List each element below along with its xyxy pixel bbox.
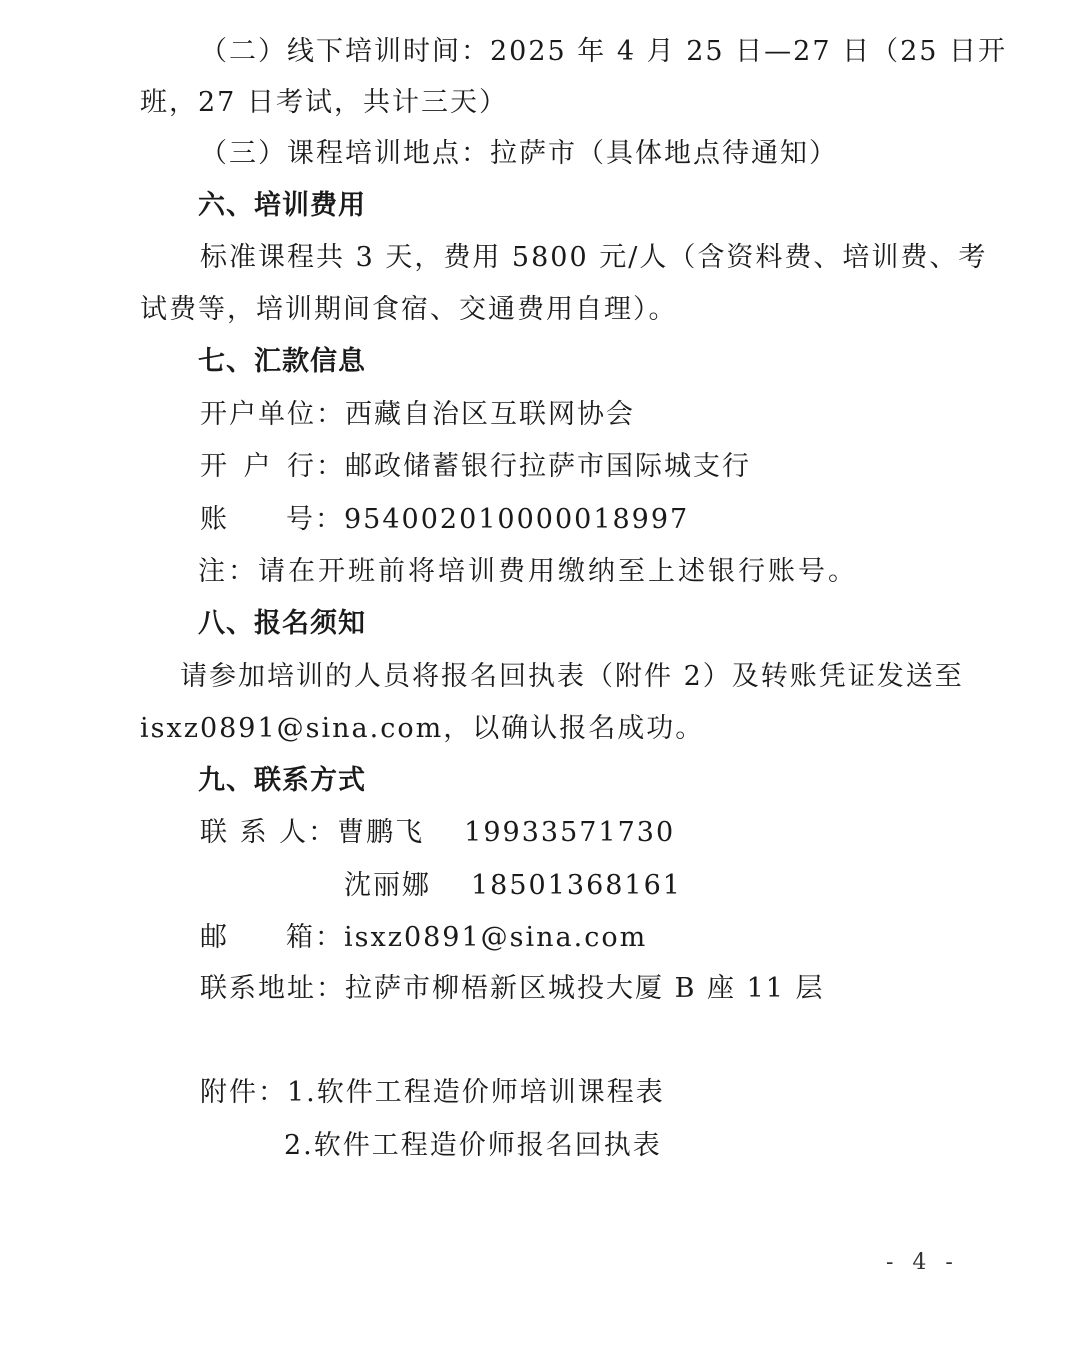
registration-line2: isxz0891@sina.com，以确认报名成功。 [140, 713, 705, 744]
account-name-value: 西藏自治区互联网协会 [345, 399, 635, 430]
bank-label-colon: ： [316, 451, 345, 482]
fees-heading: 六、培训费用 [198, 190, 366, 221]
attachment-row [200, 1073, 665, 1113]
account-no-value: 954002010000018997 [344, 504, 690, 535]
account-name-label: 开户单位： [200, 399, 345, 430]
fees-line2: 试费等，培训期间食宿、交通费用自理）。 [140, 294, 678, 325]
contact-address-value: 拉萨市柳梧新区城投大厦 B 座 11 层 [345, 973, 825, 1004]
remittance-heading: 七、汇款信息 [198, 346, 366, 377]
bank-row [200, 447, 751, 487]
bank-label-char: 户 [243, 451, 273, 482]
remittance-note: 注：请在开班前将培训费用缴纳至上述银行账号。 [198, 556, 858, 587]
registration-heading: 八、报名须知 [198, 608, 366, 639]
account-no-row [200, 500, 689, 540]
contact-person-row [344, 866, 682, 906]
contact-email-row [200, 918, 647, 958]
attachment-item: 2.软件工程造价师报名回执表 [284, 1130, 662, 1161]
bank-value: 邮政储蓄银行拉萨市国际城支行 [345, 451, 751, 482]
attachments-label: 附件： [200, 1077, 287, 1108]
fees-line1: 标准课程共 3 天，费用 5800 元/人（含资料费、培训费、考 [200, 242, 988, 273]
email-label-a: 邮 [200, 922, 229, 953]
training-location: （三）课程培训地点：拉萨市（具体地点待通知） [200, 138, 838, 169]
account-no-label-b: 号： [286, 504, 344, 535]
account-no-label-a: 账 [200, 504, 229, 535]
contact-email-value: isxz0891@sina.com [344, 922, 648, 953]
attachment-item: 1.软件工程造价师培训课程表 [287, 1077, 665, 1108]
offline-time-line1: （二）线下培训时间：2025 年 4 月 25 日—27 日（25 日开 [200, 36, 1008, 67]
contact-person-name: 沈丽娜 [344, 870, 431, 901]
offline-time-line2: 班，27 日考试，共计三天） [140, 87, 508, 118]
bank-label [200, 447, 345, 487]
page-number: - 4 - [886, 1250, 959, 1275]
bank-label-char: 开 [200, 451, 229, 482]
contact-person-name: 曹鹏飞 [337, 817, 425, 848]
contact-person-phone: 19933571730 [464, 817, 676, 848]
contact-address-row [200, 969, 825, 1009]
contact-heading: 九、联系方式 [198, 765, 366, 796]
bank-label-char: 行 [287, 451, 316, 482]
contact-person-phone: 18501368161 [471, 870, 682, 901]
contact-person-label: 联 系 人： [200, 817, 338, 848]
email-label-b: 箱： [286, 922, 344, 953]
contact-person-row [200, 813, 675, 853]
registration-line1: 请参加培训的人员将报名回执表（附件 2）及转账凭证发送至 [180, 661, 964, 692]
contact-address-label: 联系地址： [200, 973, 345, 1004]
account-name-row [200, 395, 635, 435]
